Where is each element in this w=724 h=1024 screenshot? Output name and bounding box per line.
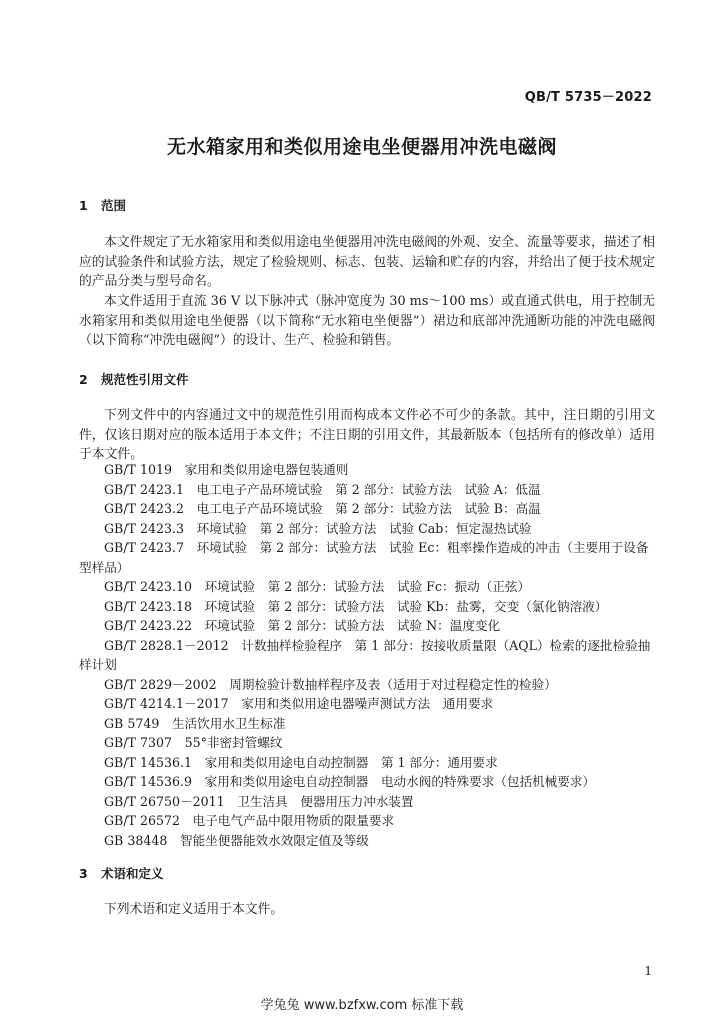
reference-item: GB/T 2423.22 环境试验 第 2 部分：试验方法 试验 N：温度变化	[104, 618, 501, 633]
reference-item: GB/T 4214.1－2017 家用和类似用途电器噪声测试方法 通用要求	[104, 696, 494, 711]
section-title: 范围	[101, 198, 127, 213]
section-number: 3	[79, 866, 88, 881]
terms-intro: 下列术语和定义适用于本文件。	[104, 902, 284, 917]
section-heading-scope	[79, 196, 126, 214]
section-heading-normative	[79, 370, 189, 388]
reference-item: GB/T 7307 55°非密封管螺纹	[104, 735, 283, 750]
section-title: 规范性引用文件	[101, 372, 189, 387]
scope-paragraph-2: 本文件适用于直流 36 V 以下脉冲式（脉冲宽度为 30 ms～100 ms）或直通式供电，用于控制无水箱家用和类似用途电坐便器（以下简称“无水箱电坐便器”）裙边和底部冲洗通断功能的冲洗电磁阀（以下简称“冲洗电磁阀”）的设计、生产、检验和销售。	[79, 294, 655, 348]
reference-item: GB/T 1019 家用和类似用途电器包装通则	[104, 462, 349, 477]
reference-item: GB/T 2828.1－2012 计数抽样检验程序 第 1 部分：按接收质量限（AQL）检索的逐批检验抽样计划	[79, 637, 651, 672]
normative-intro: 下列文件中的内容通过文中的规范性引用而构成本文件必不可少的条款。其中，注日期的引用文件，仅该日期对应的版本适用于本文件；不注日期的引用文件，其最新版本（包括所有的修改单）适用于本文件。	[79, 408, 655, 462]
section-number: 1	[79, 198, 88, 213]
standard-number: QB/T 5735－2022	[524, 90, 652, 105]
reference-item: GB/T 2423.3 环境试验 第 2 部分：试验方法 试验 Cab：恒定湿热试验	[104, 520, 532, 536]
reference-list	[79, 460, 659, 850]
reference-item: GB 5749 生活饮用水卫生标准	[104, 715, 286, 731]
reference-item: GB/T 2423.18 环境试验 第 2 部分：试验方法 试验 Kb：盐雾，交变（氯化钠溶液）	[104, 598, 608, 614]
reference-item: GB/T 2423.1 电工电子产品环境试验 第 2 部分：试验方法 试验 A：低温	[104, 481, 541, 497]
reference-item: GB/T 14536.1 家用和类似用途电自动控制器 第 1 部分：通用要求	[104, 754, 498, 770]
section-number: 2	[79, 372, 88, 387]
scope-paragraph-1: 本文件规定了无水箱家用和类似用途电坐便器用冲洗电磁阀的外观、安全、流量等要求，描述了相应的试验条件和试验方法，规定了检验规则、标志、包装、运输和贮存的内容，并给出了便于技术规定的产品分类与型号命名。	[79, 235, 655, 289]
reference-item: GB/T 26572 电子电气产品中限用物质的限量要求	[104, 813, 395, 828]
reference-item: GB/T 2829－2002 周期检验计数抽样程序及表（适用于对过程稳定性的检验）	[104, 676, 557, 692]
reference-item: GB 38448 智能坐便器能效水效限定值及等级	[104, 832, 369, 848]
reference-item: GB/T 26750－2011 卫生洁具 便器用压力冲水装置	[104, 793, 414, 809]
reference-item: GB/T 2423.2 电工电子产品环境试验 第 2 部分：试验方法 试验 B：高温	[104, 501, 541, 516]
page-number: 1	[644, 964, 652, 978]
reference-item: GB/T 2423.10 环境试验 第 2 部分：试验方法 试验 Fc：振动（正弦）	[104, 579, 531, 594]
section-heading-terms	[79, 864, 164, 882]
section-title: 术语和定义	[101, 866, 164, 881]
document-title: 无水箱家用和类似用途电坐便器用冲洗电磁阀	[166, 136, 557, 158]
reference-item: GB/T 14536.9 家用和类似用途电自动控制器 电动水阀的特殊要求（包括机械要求）	[104, 774, 596, 789]
footer-watermark[interactable]: 学兔兔 www.bzfxw.com 标准下载	[260, 998, 464, 1013]
reference-item: GB/T 2423.7 环境试验 第 2 部分：试验方法 试验 Ec：粗率操作造成的冲击（主要用于设备型样品）	[79, 540, 649, 575]
